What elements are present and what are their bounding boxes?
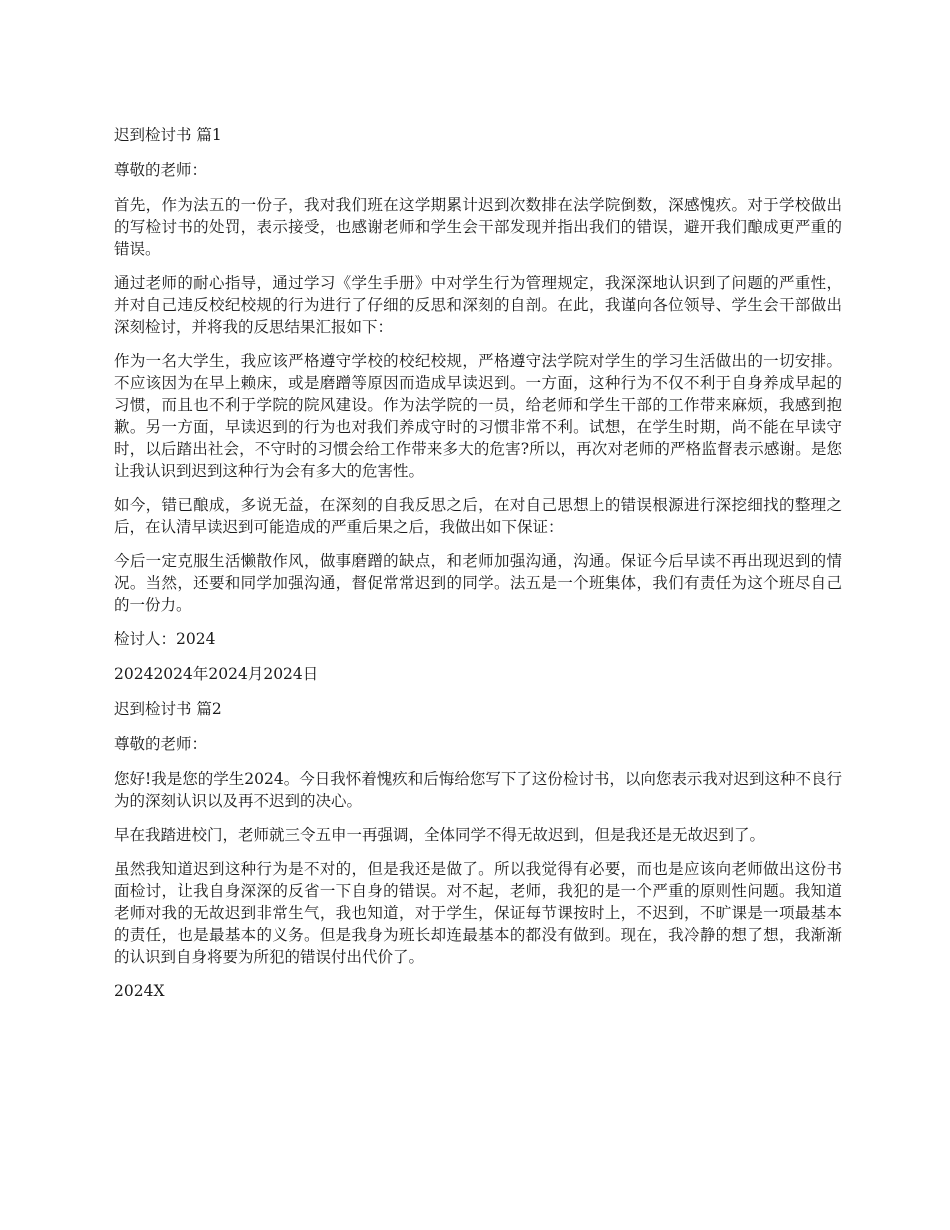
section1-date: 20242024年2024月2024日 bbox=[114, 665, 319, 683]
section1-paragraph-2: 通过老师的耐心指导，通过学习《学生手册》中对学生行为管理规定，我深深地认识到了问题的严重性，并对自己违反校纪校规的行为进行了仔细的反思和深刻的自剖。在此，我谨向各位领导、学生会干部做出深刻检讨，并将我的反思结果汇报如下： bbox=[114, 274, 842, 336]
section1-salutation: 尊敬的老师： bbox=[114, 161, 208, 179]
section2-title: 迟到检讨书 篇2 bbox=[114, 700, 222, 718]
section1-paragraph-3: 作为一名大学生，我应该严格遵守学校的校纪校规，严格遵守法学院对学生的学习生活做出的一切安排。不应该因为在早上赖床，或是磨蹭等原因而造成早读迟到。一方面，这种行为不仅不利于自身养成早起的习惯，而且也不利于学院的院风建设。作为法学院的一员，给老师和学生干部的工作带来麻烦，我感到抱歉。另一方面，早读迟到的行为也对我们养成守时的习惯非常不利。试想，在学生时期，尚不能在早读守时，以后踏出社会，不守时的习惯会给工作带来多大的危害?所以，再次对老师的严格监督表示感谢。是您让我认识到迟到这种行为会有多大的危害性。 bbox=[114, 352, 842, 480]
section1-title: 迟到检讨书 篇1 bbox=[114, 126, 222, 144]
section2-salutation: 尊敬的老师： bbox=[114, 735, 208, 753]
section1-signer: 检讨人：2024 bbox=[114, 630, 216, 648]
document-page bbox=[114, 124, 842, 1015]
section2-paragraph-1: 您好!我是您的学生2024。今日我怀着愧疚和后悔给您写下了这份检讨书，以向您表示我对迟到这种不良行为的深刻认识以及再不迟到的决心。 bbox=[114, 770, 842, 810]
section1-paragraph-5: 今后一定克服生活懒散作风，做事磨蹭的缺点，和老师加强沟通，沟通。保证今后早读不再出现迟到的情况。当然，还要和同学加强沟通，督促常常迟到的同学。法五是一个班集体，我们有责任为这个班尽自己的一份力。 bbox=[114, 552, 842, 614]
section2-closing: 2024X bbox=[114, 982, 165, 1000]
section1-paragraph-1: 首先，作为法五的一份子，我对我们班在这学期累计迟到次数排在法学院倒数，深感愧疚。对于学校做出的写检讨书的处罚，表示接受，也感谢老师和学生会干部发现并指出我们的错误，避开我们酿成更严重的错误。 bbox=[114, 196, 842, 258]
section1-paragraph-4: 如今，错已酿成，多说无益，在深刻的自我反思之后，在对自己思想上的错误根源进行深挖细找的整理之后，在认清早读迟到可能造成的严重后果之后，我做出如下保证： bbox=[114, 496, 842, 536]
section2-paragraph-3: 虽然我知道迟到这种行为是不对的，但是我还是做了。所以我觉得有必要，而也是应该向老师做出这份书面检讨，让我自身深深的反省一下自身的错误。对不起，老师，我犯的是一个严重的原则性问题。我知道老师对我的无故迟到非常生气，我也知道，对于学生，保证每节课按时上，不迟到，不旷课是一项最基本的责任，也是最基本的义务。但是我身为班长却连最基本的都没有做到。现在，我冷静的想了想，我渐渐的认识到自身将要为所犯的错误付出代价了。 bbox=[114, 860, 842, 966]
section2-paragraph-2: 早在我踏进校门，老师就三令五申一再强调，全体同学不得无故迟到，但是我还是无故迟到了。 bbox=[114, 826, 766, 844]
